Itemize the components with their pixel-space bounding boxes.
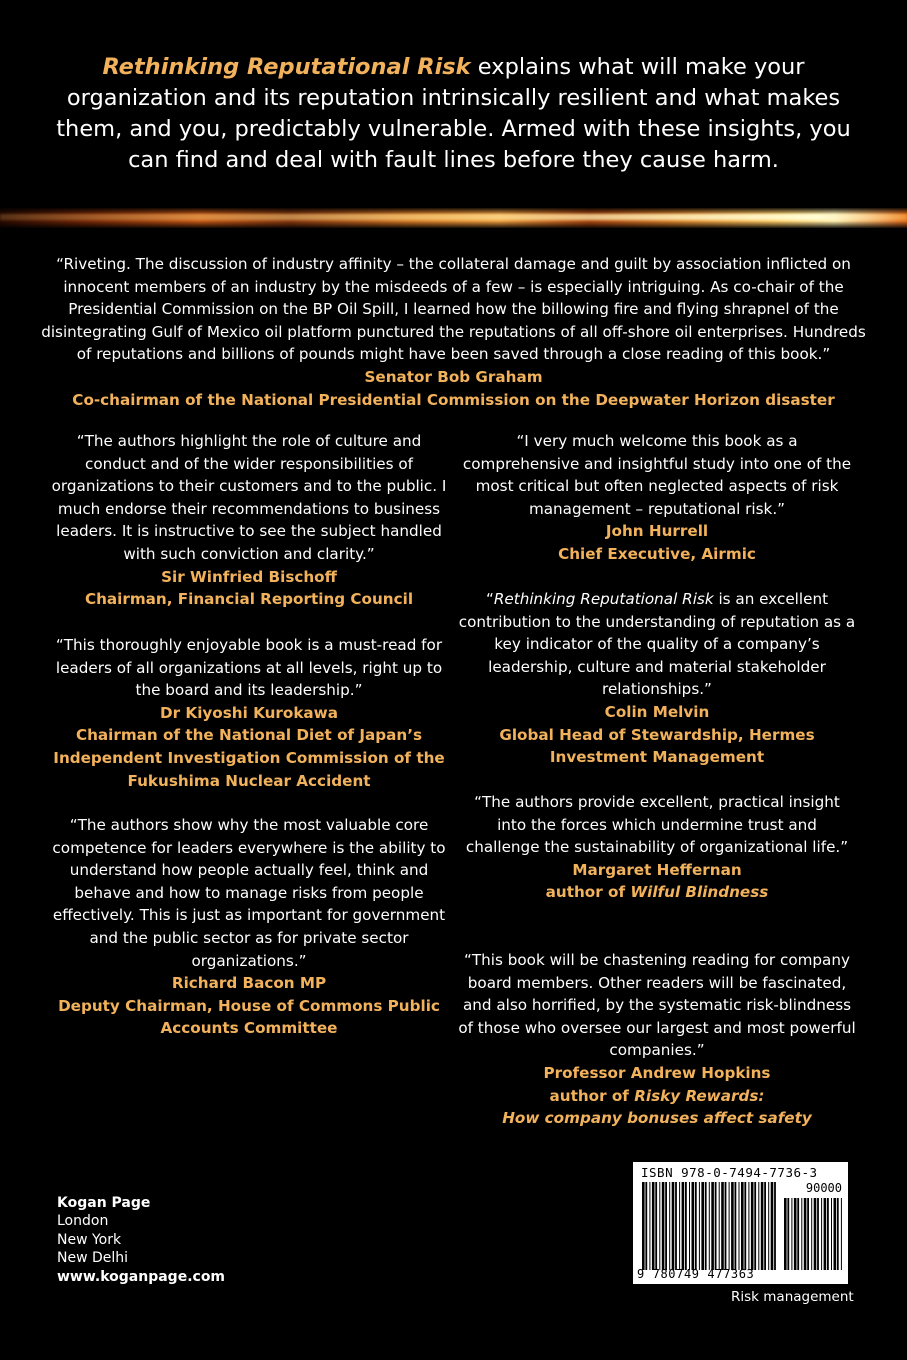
quote-author-role: Chief Executive, Airmic (558, 544, 756, 563)
barcode-bar (804, 1198, 807, 1270)
barcode-bar (768, 1182, 769, 1270)
barcode-bar (824, 1198, 827, 1270)
barcode-bar (655, 1182, 657, 1270)
barcode-bar (669, 1182, 670, 1270)
barcode-bar (834, 1198, 837, 1270)
barcode-bar (699, 1182, 700, 1270)
barcode-bar (791, 1198, 792, 1270)
barcode-bar (821, 1198, 822, 1270)
barcode-bar (711, 1182, 714, 1270)
barcode-bar (675, 1182, 677, 1270)
quote-richard-bacon (50, 814, 448, 1040)
barcode-bar (774, 1182, 776, 1270)
barcode-bar (801, 1198, 802, 1270)
barcode-bar (761, 1182, 764, 1270)
barcode-bar (705, 1182, 707, 1270)
quote-open-mark: “ (485, 590, 494, 608)
quote-text: “The authors provide excellent, practical insight into the forces which undermine trust and challenge the sustainability of organizational life.” (465, 793, 849, 857)
barcode-bar (721, 1182, 724, 1270)
barcode-bar (725, 1182, 727, 1270)
barcode-bar (642, 1182, 645, 1270)
role-prefix: author of (549, 1086, 635, 1105)
barcode-bar (709, 1182, 710, 1270)
quote-text: “Riveting. The discussion of industry affinity – the collateral damage and guilt by association inflicted on innocent members of an industry by the misdeeds of a few – is especially intriguing. As co-chair of the Presidential Commission on the BP Oil Spill, I learned how the billowing fire and flying shrapnel of the disintegrating Gulf of Mexico oil platform punctured the reputations of all off-shore oil enterprises. Hundreds of reputations and billions of pounds might have been saved through a close reading of this book.” (41, 255, 866, 364)
fire-divider (0, 208, 907, 228)
author-book-title: Wilful Blindness (630, 883, 769, 902)
author-book-subtitle-text: How company bonuses affect safety (502, 1109, 812, 1128)
barcode-bars-main (641, 1182, 777, 1270)
barcode-bar (715, 1182, 717, 1270)
publisher-website: www.koganpage.com (57, 1268, 226, 1285)
barcode-bar (649, 1182, 650, 1270)
quote-author: Richard Bacon MP (171, 974, 327, 993)
barcode-bar (652, 1182, 655, 1270)
quote-colin-melvin (458, 588, 856, 769)
quote-author-role (458, 1085, 856, 1108)
barcode-bar (841, 1198, 842, 1270)
author-book-subtitle (458, 1107, 856, 1130)
barcode-bar (735, 1182, 737, 1270)
quote-author: Dr Kiyoshi Kurokawa (160, 703, 338, 722)
quote-bob-graham (40, 253, 867, 411)
barcode-bar (685, 1182, 687, 1270)
barcode-bar (739, 1182, 740, 1270)
barcode-bar (729, 1182, 730, 1270)
barcode-bar (679, 1182, 680, 1270)
quote-author: Colin Melvin (604, 702, 710, 721)
quote-andrew-hopkins (458, 949, 856, 1130)
quote-author-role: Co-chairman of the National Presidential Commission on the Deepwater Horizon disaster (72, 390, 835, 409)
quote-kiyoshi-kurokawa (50, 634, 448, 792)
quote-text: “This book will be chastening reading for company board members. Other readers will be fascinated, and also horrified, by the systematic risk-blindness of those who oversee our largest and most powerful companies.” (458, 951, 856, 1060)
publisher-city: New Delhi (57, 1250, 129, 1267)
quote-author: Professor Andrew Hopkins (543, 1063, 771, 1082)
isbn-label: ISBN 978-0-7494-7736-3 (641, 1165, 818, 1180)
publisher-info (57, 1194, 225, 1286)
barcode-bar (787, 1198, 789, 1270)
barcode-digits: 9 780749 477363 (637, 1267, 755, 1281)
barcode-bar (817, 1198, 819, 1270)
barcode-bar (662, 1182, 665, 1270)
barcode-bar (695, 1182, 697, 1270)
intro-text: explains what will make your organization and its reputation intrinsically resilient and what makes them, and you, predictably vulnerable. Armed with these insights, you can find and deal with fault lines before they cause harm. (56, 54, 851, 173)
quote-winfried-bischoff (50, 430, 448, 611)
quote-author-role: Chairman, Financial Reporting Council (84, 590, 414, 609)
quote-text (458, 588, 856, 701)
barcode-bar (645, 1182, 647, 1270)
quote-author-role: Chairman of the National Diet of Japan’s Independent Investigation Commission of the Fukushima Nuclear Accident (53, 726, 445, 790)
barcode-bar (689, 1182, 690, 1270)
barcode-bar (794, 1198, 797, 1270)
quote-margaret-heffernan (458, 791, 856, 904)
barcode-bar (719, 1182, 720, 1270)
quote-author-role: Global Head of Stewardship, Hermes Investment Management (499, 725, 815, 767)
barcode-bar (754, 1182, 756, 1270)
quote-text-rest: is an excellent contribution to the understanding of reputation as a key indicator of the quality of a company’s leadership, culture and material stakeholder relationships.” (458, 590, 856, 699)
barcode-bar (672, 1182, 675, 1270)
quote-text: “The authors highlight the role of culture and conduct and of the wider responsibilities of organizations to their customers and to the public. I much endorse their recommendations to business leaders. It is instructive to see the subject handled with such conviction and clarity.” (51, 432, 447, 563)
barcode-bar (659, 1182, 660, 1270)
barcode-bar (827, 1198, 829, 1270)
barcode-bar (701, 1182, 704, 1270)
quote-author: Margaret Heffernan (572, 860, 742, 879)
barcode-bar (741, 1182, 744, 1270)
publisher-city: New York (57, 1231, 122, 1248)
quote-author-role (458, 881, 856, 904)
role-prefix: author of (545, 883, 631, 902)
barcode-bar (837, 1198, 839, 1270)
barcode-bar (784, 1198, 787, 1270)
publisher-name: Kogan Page (57, 1195, 151, 1211)
barcode-bar (758, 1182, 759, 1270)
quote-author: Senator Bob Graham (364, 367, 543, 386)
price-code: 90000 (805, 1181, 842, 1195)
quote-author: Sir Winfried Bischoff (161, 567, 337, 586)
quote-text: “This thoroughly enjoyable book is a must-read for leaders of all organizations at all levels, right up to the board and its leadership.” (55, 636, 443, 700)
quote-author: John Hurrell (605, 522, 709, 541)
barcode-bar (771, 1182, 774, 1270)
barcode-bars-addon (783, 1198, 843, 1270)
isbn-barcode (633, 1162, 848, 1284)
barcode-bar (751, 1182, 754, 1270)
author-book-title: Risky Rewards: (634, 1086, 765, 1105)
quote-john-hurrell (458, 430, 856, 566)
barcode-bar (764, 1182, 766, 1270)
book-category: Risk management (731, 1289, 854, 1305)
barcode-bar (744, 1182, 746, 1270)
barcode-bar (731, 1182, 734, 1270)
barcode-bar (665, 1182, 667, 1270)
quote-book-title: Rethinking Reputational Risk (493, 590, 714, 608)
barcode-bar (797, 1198, 799, 1270)
quote-text: “The authors show why the most valuable core competence for leaders everywhere is the ability to understand how people actually feel, think and behave and how to manage risks from people effectively. This is just as important for government and the public sector as for private sector organizations.” (52, 816, 446, 970)
barcode-bar (811, 1198, 812, 1270)
barcode-bar (748, 1182, 749, 1270)
barcode-bar (814, 1198, 817, 1270)
publisher-city: London (57, 1213, 109, 1230)
barcode-bar (831, 1198, 832, 1270)
intro-book-title: Rethinking Reputational Risk (102, 54, 471, 80)
barcode-bar (682, 1182, 685, 1270)
barcode-bar (807, 1198, 809, 1270)
quote-author-role: Deputy Chairman, House of Commons Public Accounts Committee (58, 996, 440, 1038)
quote-text: “I very much welcome this book as a comprehensive and insightful study into one of the most critical but often neglected aspects of risk management – reputational risk.” (462, 432, 852, 518)
intro-blurb (40, 52, 867, 176)
barcode-bar (692, 1182, 695, 1270)
